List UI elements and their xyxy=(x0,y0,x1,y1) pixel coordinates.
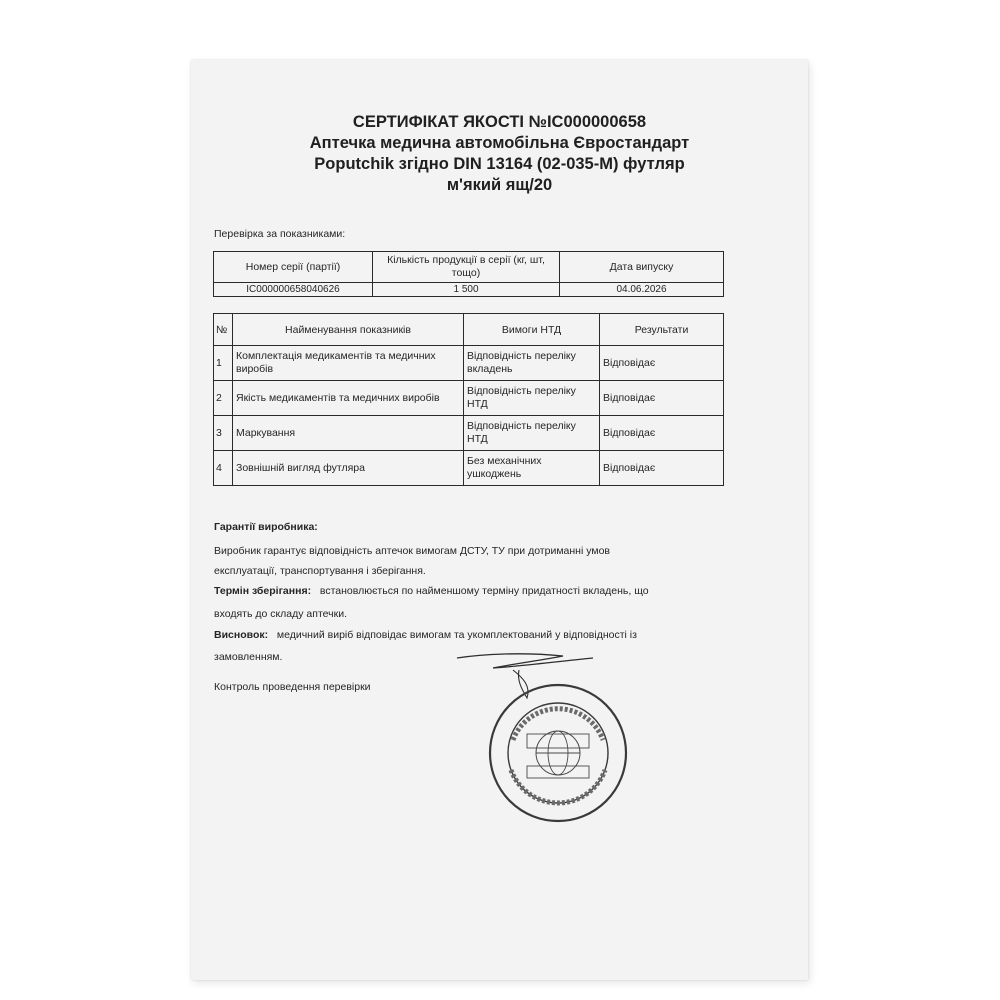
conclusion-text: медичний виріб відповідає вимогам та укомплектований у відповідності із xyxy=(276,629,637,641)
certificate-page xyxy=(191,60,808,980)
control-label: Контроль проведення перевірки xyxy=(214,681,371,693)
row-req: Без механічних ушкоджень xyxy=(464,451,600,486)
check-label: Перевірка за показниками: xyxy=(214,228,346,240)
header-num: № xyxy=(214,314,233,346)
batch-date: 04.06.2026 xyxy=(560,283,724,297)
row-name: Якість медикаментів та медичних виробів xyxy=(233,381,464,416)
row-req: Відповідність переліку НТД xyxy=(464,381,600,416)
row-name: Зовнішній вигляд футляра xyxy=(233,451,464,486)
table-row xyxy=(214,381,724,416)
row-num: 1 xyxy=(214,346,233,381)
title-line-1: СЕРТИФІКАТ ЯКОСТІ №IC000000658 xyxy=(352,113,647,131)
conclusion-line-2: замовленням. xyxy=(214,651,283,663)
row-num: 2 xyxy=(214,381,233,416)
conclusion-line-1 xyxy=(214,628,637,642)
row-result: Відповідає xyxy=(600,451,724,486)
title-line-4: м'який ящ/20 xyxy=(446,176,553,194)
indicators-table xyxy=(213,313,724,486)
batch-table xyxy=(213,251,724,297)
header-req: Вимоги НТД xyxy=(464,314,600,346)
row-name: Маркування xyxy=(233,416,464,451)
storage-line-1 xyxy=(214,584,649,598)
title-line-2: Аптечка медична автомобільна Євростандарт xyxy=(309,134,690,152)
guarantees-heading: Гарантії виробника: xyxy=(214,521,318,533)
certificate-title xyxy=(211,112,788,196)
table-row xyxy=(214,451,724,486)
row-result: Відповідає xyxy=(600,381,724,416)
round-stamp-icon xyxy=(483,678,633,828)
table-row xyxy=(214,416,724,451)
header-name: Найменування показників xyxy=(233,314,464,346)
indicators-header xyxy=(214,314,724,346)
batch-header-serial: Номер серії (партії) xyxy=(214,252,373,283)
batch-header-date: Дата випуску xyxy=(560,252,724,283)
row-result: Відповідає xyxy=(600,416,724,451)
conclusion-label: Висновок: xyxy=(214,629,269,641)
storage-text: встановлюється по найменшому терміну придатності вкладень, що xyxy=(319,585,649,597)
batch-header-quantity: Кількість продукції в серії (кг, шт, тощо) xyxy=(373,252,560,283)
row-num: 4 xyxy=(214,451,233,486)
row-req: Відповідність переліку вкладень xyxy=(464,346,600,381)
row-name: Комплектація медикаментів та медичних виробів xyxy=(233,346,464,381)
guarantees-line-1: Виробник гарантує відповідність аптечок вимогам ДСТУ, ТУ при дотриманні умов xyxy=(214,545,610,557)
guarantees-line-2: експлуатації, транспортування і зберігання. xyxy=(214,565,426,577)
table-row xyxy=(214,346,724,381)
title-line-3: Poputchik згідно DIN 13164 (02-035-M) футляр xyxy=(314,155,685,173)
row-result: Відповідає xyxy=(600,346,724,381)
header-result: Результати xyxy=(600,314,724,346)
row-num: 3 xyxy=(214,416,233,451)
batch-quantity: 1 500 xyxy=(373,283,560,297)
storage-label: Термін зберігання: xyxy=(214,585,312,597)
batch-serial: IC000000658040626 xyxy=(214,283,373,297)
batch-table-row xyxy=(214,283,724,297)
storage-line-2: входять до складу аптечки. xyxy=(214,608,347,620)
batch-table-header xyxy=(214,252,724,283)
row-req: Відповідність переліку НТД xyxy=(464,416,600,451)
